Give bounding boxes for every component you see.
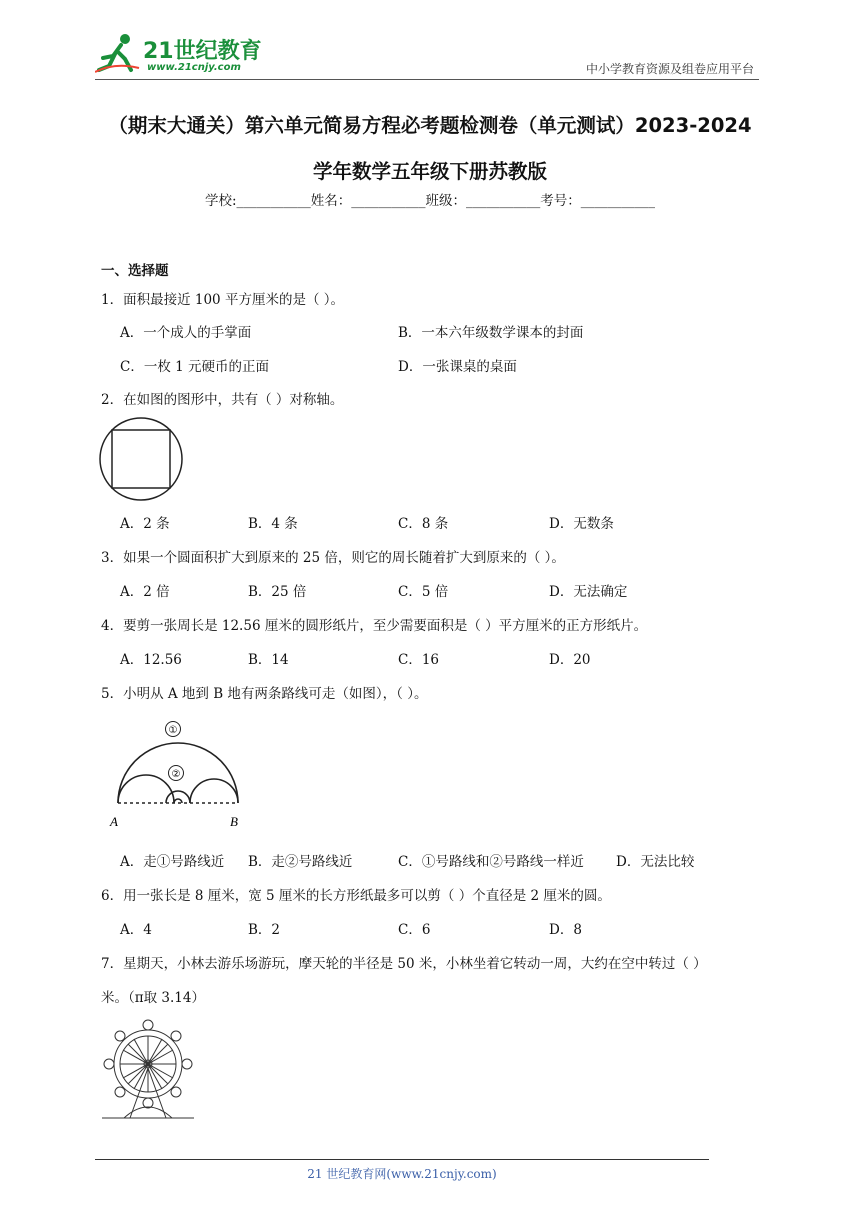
question-7-line-2: 米。（π取 3.14）	[101, 990, 205, 1006]
route-1-label: ①	[168, 725, 178, 736]
q1-option-b: B．一本六年级数学课本的封面	[398, 325, 584, 341]
q6-option-c: C．6	[398, 922, 431, 938]
page-title-line-1: （期末大通关）第六单元简易方程必考题检测卷（单元测试）2023-2024	[108, 114, 752, 137]
point-b-label: B	[230, 814, 238, 829]
footer-divider	[95, 1159, 709, 1160]
q1-option-a: A．一个成人的手掌面	[120, 325, 252, 341]
question-4: 4．要剪一张周长是 12.56 厘米的圆形纸片，至少需要面积是（ ）平方厘米的正方形纸片。	[101, 618, 648, 634]
site-logo	[95, 32, 265, 78]
student-info-line: 学校:___________姓名：___________班级：___________考号：___________	[204, 193, 656, 209]
q6-option-d: D．8	[549, 922, 582, 938]
q6-option-b: B．2	[248, 922, 281, 938]
circle-square-figure	[98, 416, 184, 502]
header-divider	[95, 79, 759, 80]
q2-option-a: A．2 条	[120, 516, 170, 532]
route-figure	[106, 712, 246, 834]
q4-option-c: C．16	[398, 652, 440, 668]
q2-option-c: C．8 条	[398, 516, 449, 532]
question-2: 2．在如图的图形中，共有（ ）对称轴。	[101, 392, 344, 408]
runner-logo-icon	[95, 32, 141, 74]
ferris-wheel-figure	[100, 1016, 196, 1122]
q1-option-c: C．一枚 1 元硬币的正面	[120, 359, 270, 375]
question-7-line-1: 7．星期天，小林去游乐场游玩，摩天轮的半径是 50 米，小林坐着它转动一周，大约在空中转过（ ）	[101, 956, 707, 972]
question-1: 1．面积最接近 100 平方厘米的是（ ）。	[101, 292, 344, 308]
q1-option-d: D．一张课桌的桌面	[398, 359, 517, 375]
point-a-label: A	[110, 814, 118, 829]
q5-option-b: B．走②号路线近	[248, 854, 353, 870]
q5-option-d: D．无法比较	[616, 854, 695, 870]
q2-option-d: D．无数条	[549, 516, 614, 532]
question-6: 6．用一张长是 8 厘米，宽 5 厘米的长方形纸最多可以剪（ ）个直径是 2 厘米的圆。	[101, 888, 611, 904]
logo-text: 21世纪教育	[143, 39, 262, 64]
route-2-label: ②	[171, 769, 181, 780]
q4-option-d: D．20	[549, 652, 591, 668]
platform-label: 中小学教育资源及组卷应用平台	[585, 62, 754, 76]
q4-option-b: B．14	[248, 652, 289, 668]
q6-option-a: A．4	[120, 922, 152, 938]
q3-option-a: A．2 倍	[120, 584, 170, 600]
q4-option-a: A．12.56	[120, 652, 182, 668]
q3-option-c: C．5 倍	[398, 584, 449, 600]
q5-option-a: A．走①号路线近	[120, 854, 225, 870]
question-3: 3．如果一个圆面积扩大到原来的 25 倍，则它的周长随着扩大到原来的（ ）。	[101, 550, 565, 566]
section-heading: 一、选择题	[101, 263, 169, 279]
page-title-line-2: 学年数学五年级下册苏教版	[312, 160, 547, 183]
q5-option-c: C．①号路线和②号路线一样近	[398, 854, 584, 870]
q2-option-b: B．4 条	[248, 516, 298, 532]
q3-option-d: D．无法确定	[549, 584, 628, 600]
footer-text[interactable]: 21 世纪教育网(www.21cnjy.com)	[307, 1167, 497, 1181]
q3-option-b: B．25 倍	[248, 584, 307, 600]
logo-url: www.21cnjy.com	[147, 62, 241, 73]
question-5: 5．小明从 A 地到 B 地有两条路线可走（如图），（ ）。	[101, 686, 428, 702]
